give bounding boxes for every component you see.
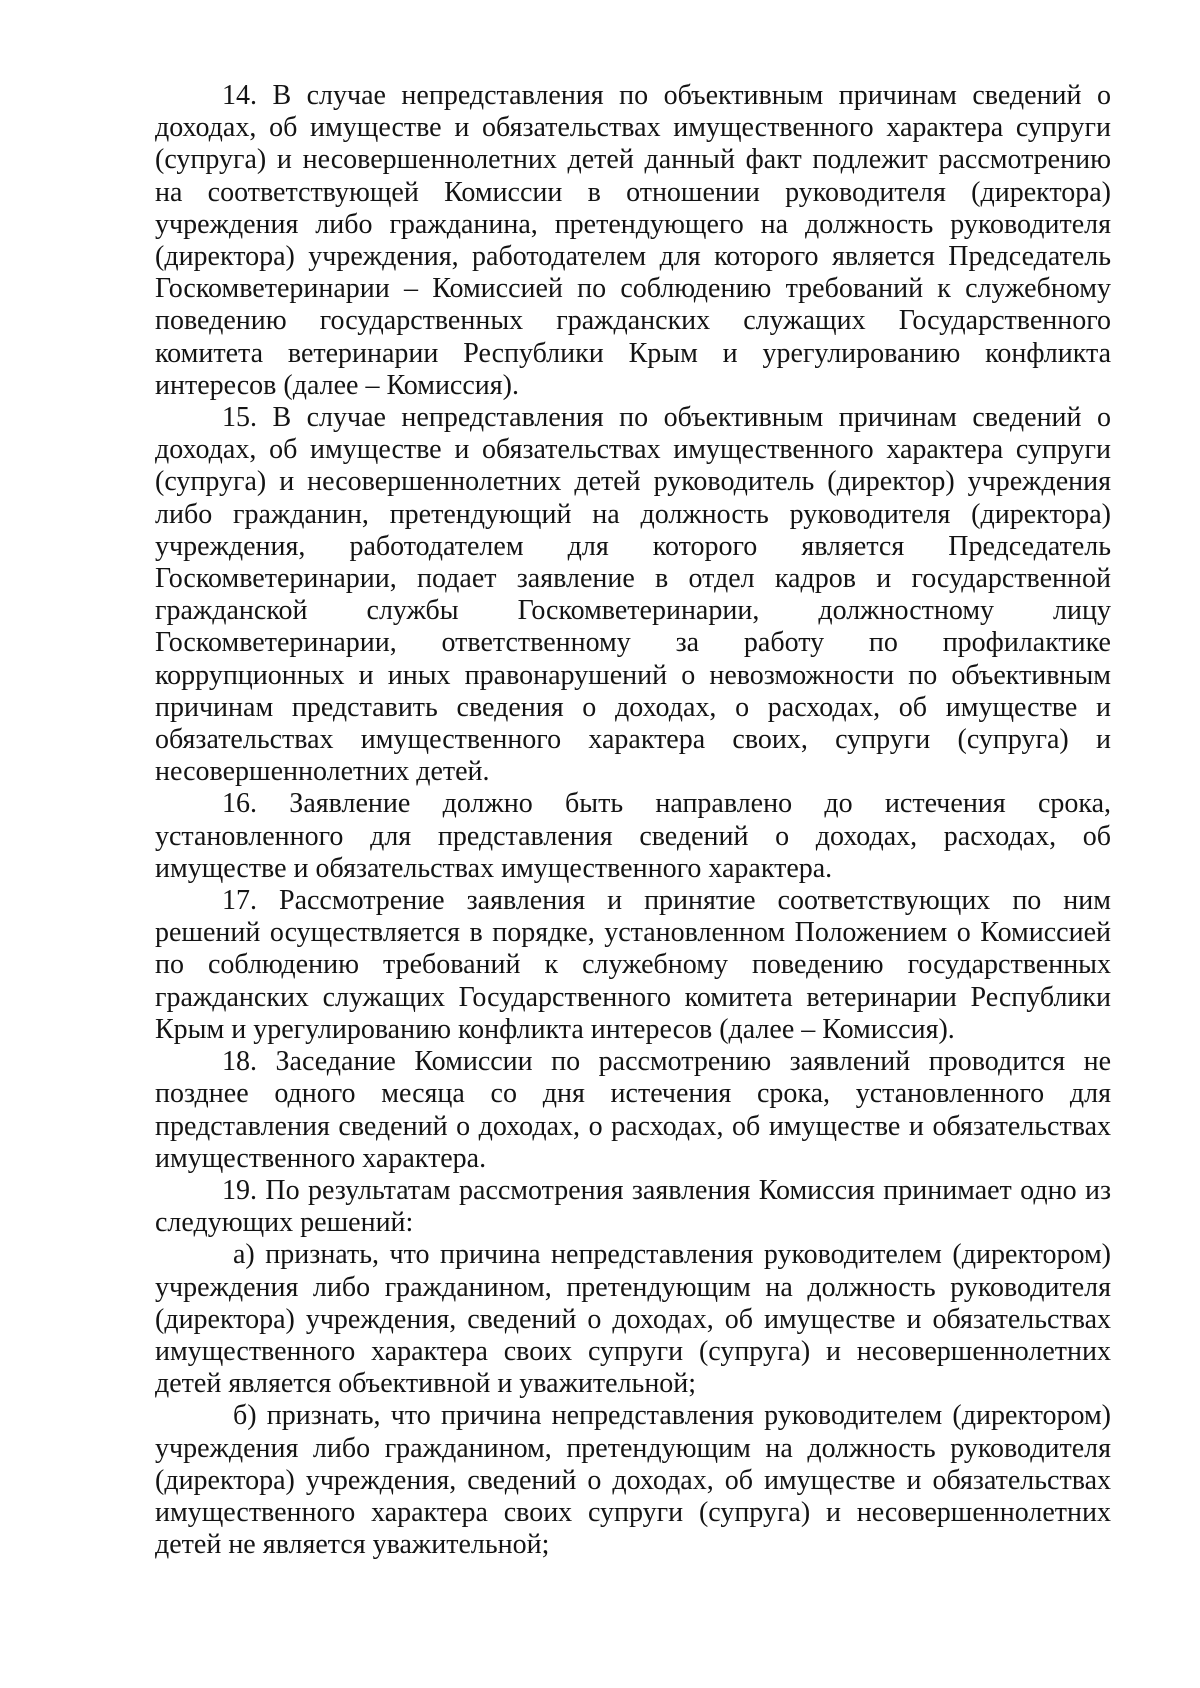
paragraph-17: 17. Рассмотрение заявления и принятие соответствующих по ним решений осуществляется в порядке, установленном Положением о Комиссией по соблюдению требований к служебному поведению государственных гражданских служащих Государственного комитета ветеринарии Республики Крым и урегулированию конфликта интересов (далее – Комиссия). <box>155 885 1111 1045</box>
paragraph-14: 14. В случае непредставления по объективным причинам сведений о доходах, об имуществе и обязательствах имущественного характера супруги (супруга) и несовершеннолетних детей данный факт подлежит рассмотрению на соответствующей Комиссии в отношении руководителя (директора) учреждения либо гражданина, претендующего на должность руководителя (директора) учреждения, работодателем для которого является Председатель Госкомветеринарии – Комиссией по соблюдению требований к служебному поведению государственных гражданских служащих Государственного комитета ветеринарии Республики Крым и урегулированию конфликта интересов (далее – Комиссия). <box>155 80 1111 401</box>
document-body <box>155 80 1111 1561</box>
paragraph-19: 19. По результатам рассмотрения заявления Комиссия принимает одно из следующих решений: <box>155 1174 1111 1239</box>
paragraph-19-b: б) признать, что причина непредставления руководителем (директором) учреждения либо гражданином, претендующим на должность руководителя (директора) учреждения, сведений о доходах, об имуществе и обязательствах имущественного характера своих супруги (супруга) и несовершеннолетних детей не является уважительной; <box>155 1400 1111 1561</box>
paragraph-19-a: а) признать, что причина непредставления руководителем (директором) учреждения либо гражданином, претендующим на должность руководителя (директора) учреждения, сведений о доходах, об имуществе и обязательствах имущественного характера своих супруги (супруга) и несовершеннолетних детей является объективной и уважительной; <box>155 1239 1111 1400</box>
paragraph-18: 18. Заседание Комиссии по рассмотрению заявлений проводится не позднее одного месяца со дня истечения срока, установленного для представления сведений о доходах, о расходах, об имуществе и обязательствах имущественного характера. <box>155 1046 1111 1174</box>
paragraph-15: 15. В случае непредставления по объективным причинам сведений о доходах, об имуществе и обязательствах имущественного характера супруги (супруга) и несовершеннолетних детей руководитель (директор) учреждения либо гражданин, претендующий на должность руководителя (директора) учреждения, работодателем для которого является Председатель Госкомветеринарии, подает заявление в отдел кадров и государственной гражданской службы Госкомветеринарии, должностному лицу Госкомветеринарии, ответственному за работу по профилактике коррупционных и иных правонарушений о невозможности по объективным причинам представить сведения о доходах, о расходах, об имуществе и обязательствах имущественного характера своих, супруги (супруга) и несовершеннолетних детей. <box>155 402 1111 788</box>
paragraph-16: 16. Заявление должно быть направлено до истечения срока, установленного для представления сведений о доходах, расходах, об имуществе и обязательствах имущественного характера. <box>155 788 1111 884</box>
